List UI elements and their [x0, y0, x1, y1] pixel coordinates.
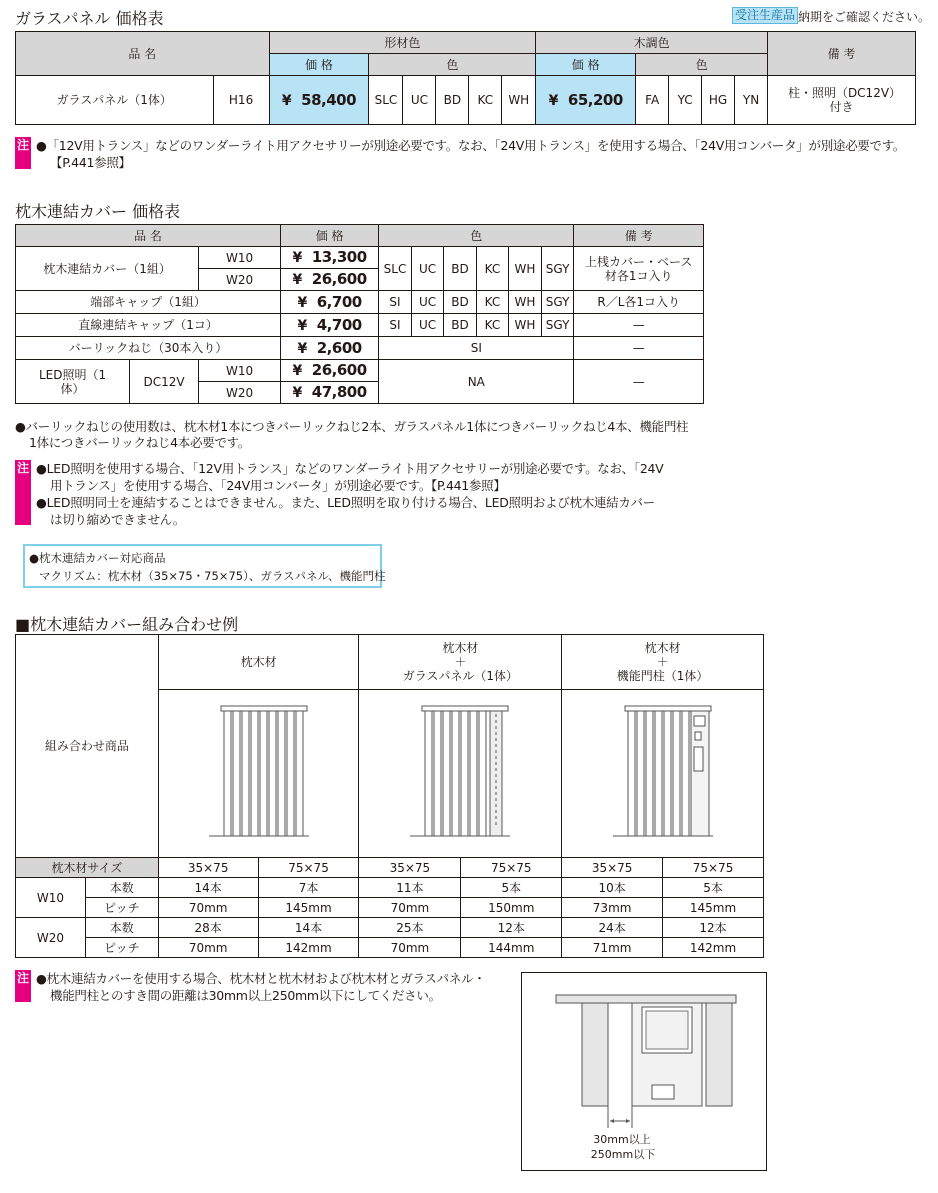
color-cell: BD: [444, 247, 476, 291]
row5-name: LED照明（1体）: [16, 360, 130, 404]
row3-price: ¥ 4,700: [281, 314, 379, 337]
glass-price-table: [15, 31, 916, 125]
row3-biko: —: [574, 314, 704, 337]
color-cell: SI: [379, 314, 412, 337]
row3-name: 直線連結キャップ（1コ）: [16, 314, 281, 337]
pitch-cell: 150mm: [461, 898, 562, 918]
row5-volt: DC12V: [130, 360, 199, 404]
glass-biko: 柱・照明（DC12V）付き: [768, 76, 916, 125]
color-cell: HG: [702, 76, 735, 125]
col-mokucho: 木調色: [536, 32, 768, 54]
count-cell: 14本: [258, 918, 359, 938]
combo-col2: 枕木材 ＋ ガラスパネル（1体）: [359, 635, 562, 690]
pitch-cell: 73mm: [562, 898, 663, 918]
note-mark: 注: [15, 137, 31, 169]
combo-illust-2: [359, 690, 562, 858]
sleeper-gatepost-illustration: [613, 702, 713, 842]
pitch-cell: 70mm: [359, 938, 461, 958]
col-iro-1: 色: [369, 54, 536, 76]
row2-price: ¥ 6,700: [281, 291, 379, 314]
pitch-label: ピッチ: [85, 898, 158, 918]
pitch-cell: 71mm: [562, 938, 663, 958]
box-heading: ●枕木連結カバー対応商品: [29, 551, 166, 565]
color-cell: SLC: [369, 76, 403, 125]
glass-note: ●「12V用トランス」などのワンダーライト用アクセサリーが別途必要です。なお、「24V用トランス」を使用する場合、「24V用コンバータ」が別途必要です。: [36, 138, 906, 153]
count-cell: 7本: [258, 878, 359, 898]
row1-name: 枕木連結カバー（1組）: [16, 247, 199, 291]
pitch-cell: 142mm: [663, 938, 764, 958]
combo-col3: 枕木材 ＋ 機能門柱（1体）: [562, 635, 764, 690]
count-cell: 10本: [562, 878, 663, 898]
glass-title: ガラスパネル 価格表: [15, 9, 164, 28]
row1a-price: ¥ 13,300: [281, 247, 379, 269]
size-cell: 75×75: [258, 858, 359, 878]
col-kakaku-1: 価 格: [269, 54, 369, 76]
made-to-order-badge: 受注生産品: [732, 7, 798, 24]
row4-price: ¥ 2,600: [281, 337, 379, 360]
color-cell: KC: [476, 314, 508, 337]
col-iro: 色: [379, 225, 574, 247]
gap-max-label: 250mm以下: [590, 1148, 656, 1161]
row4-name: バーリックねじ（30本入り）: [16, 337, 281, 360]
makura-note1-cont: 用トランス」を使用する場合、「24V用コンバータ」が別途必要です。【P.441参照】: [50, 478, 506, 493]
glass-price-1: ¥ 58,400: [269, 76, 369, 125]
col-kakaku: 価 格: [281, 225, 379, 247]
makura-note2-cont: は切り縮めできません。: [50, 512, 185, 527]
count-cell: 12本: [461, 918, 562, 938]
col-iro-2: 色: [636, 54, 768, 76]
row1a-size: W10: [199, 247, 281, 269]
combo-illust-3: [562, 690, 764, 858]
color-cell: UC: [403, 76, 436, 125]
box-text: マクリズム：枕木材（35×75・75×75）、ガラスパネル、機能門柱: [39, 569, 386, 583]
count-cell: 5本: [663, 878, 764, 898]
combo-title: ■枕木連結カバー組み合わせ例: [15, 615, 239, 634]
row1b-price: ¥ 26,600: [281, 269, 379, 291]
combo-table: [15, 634, 764, 958]
gap-min-label: 30mm以上: [593, 1133, 651, 1146]
count-cell: 28本: [158, 918, 258, 938]
color-cell: SLC: [379, 247, 412, 291]
row5-color: NA: [379, 360, 574, 404]
combo-col1: 枕木材: [158, 635, 359, 690]
size-cell: 35×75: [158, 858, 258, 878]
size-cell: 35×75: [562, 858, 663, 878]
makura-bullet-cont: 1体につきバーリックねじ4本必要です。: [29, 435, 250, 450]
color-cell: YN: [735, 76, 768, 125]
count-cell: 24本: [562, 918, 663, 938]
color-cell: UC: [411, 291, 443, 314]
glass-row-size: H16: [213, 76, 269, 125]
color-cell: WH: [509, 247, 542, 291]
note-mark: 注: [15, 460, 31, 525]
size-cell: 75×75: [663, 858, 764, 878]
makura-note2: ●LED照明同士を連結することはできません。また、LED照明を取り付ける場合、LED照明および枕木連結カバー: [36, 495, 655, 510]
count-label: 本数: [85, 918, 158, 938]
col-biko: 備 考: [574, 225, 704, 247]
row1b-size: W20: [199, 269, 281, 291]
color-cell: KC: [476, 291, 508, 314]
count-cell: 25本: [359, 918, 461, 938]
count-cell: 14本: [158, 878, 258, 898]
row1-biko: 上桟カバー・ベース材各1コ入り: [574, 247, 704, 291]
w10-label: W10: [16, 878, 86, 918]
color-cell: SGY: [541, 291, 574, 314]
size-cell: 35×75: [359, 858, 461, 878]
pitch-cell: 70mm: [158, 898, 258, 918]
makura-note1: ●LED照明を使用する場合、「12V用トランス」などのワンダーライト用アクセサリーが別途必要です。なお、「24V: [36, 461, 664, 476]
row2-biko: R／L各1コ入り: [574, 291, 704, 314]
count-cell: 12本: [663, 918, 764, 938]
color-cell: WH: [509, 291, 542, 314]
row2-name: 端部キャップ（1組）: [16, 291, 281, 314]
col-biko: 備 考: [768, 32, 916, 76]
glass-note-ref: 【P.441参照】: [50, 155, 131, 170]
badge-note: 納期をご確認ください。: [798, 10, 931, 24]
col-kakaku-2: 価 格: [536, 54, 636, 76]
color-cell: FA: [636, 76, 669, 125]
compatible-products-box: [23, 544, 386, 588]
pitch-cell: 70mm: [158, 938, 258, 958]
color-cell: BD: [444, 314, 476, 337]
color-cell: KC: [476, 247, 508, 291]
count-cell: 11本: [359, 878, 461, 898]
combo-product-label: 組み合わせ商品: [16, 635, 159, 858]
pitch-cell: 70mm: [359, 898, 461, 918]
pitch-cell: 145mm: [663, 898, 764, 918]
makura-price-table: [15, 224, 704, 404]
color-cell: SI: [379, 291, 412, 314]
col-hinmei: 品 名: [16, 32, 270, 76]
note-mark: 注: [15, 970, 31, 1002]
color-cell: BD: [436, 76, 469, 125]
pitch-cell: 144mm: [461, 938, 562, 958]
gap-diagram: [521, 972, 767, 1171]
pitch-cell: 142mm: [258, 938, 359, 958]
color-cell: KC: [469, 76, 502, 125]
count-label: 本数: [85, 878, 158, 898]
row5b-size: W20: [199, 382, 281, 404]
makura-title: 枕木連結カバー 価格表: [15, 202, 181, 221]
row4-color: SI: [379, 337, 574, 360]
row4-biko: —: [574, 337, 704, 360]
makura-bullet: ●バーリックねじの使用数は、枕木材1本につきバーリックねじ2本、ガラスパネル1体につきバーリックねじ4本、機能門柱: [15, 419, 689, 434]
size-label: 枕木材サイズ: [16, 858, 159, 878]
color-cell: UC: [411, 314, 443, 337]
glass-price-2: ¥ 65,200: [536, 76, 636, 125]
row5-biko: —: [574, 360, 704, 404]
color-cell: SGY: [541, 314, 574, 337]
glass-row-name: ガラスパネル（1体）: [16, 76, 214, 125]
sleeper-glass-illustration: [410, 702, 510, 842]
pitch-cell: 145mm: [258, 898, 359, 918]
color-cell: WH: [509, 314, 542, 337]
color-cell: SGY: [541, 247, 574, 291]
size-cell: 75×75: [461, 858, 562, 878]
row5b-price: ¥ 47,800: [281, 382, 379, 404]
color-cell: UC: [411, 247, 443, 291]
color-cell: WH: [502, 76, 536, 125]
w20-label: W20: [16, 918, 86, 958]
combo-illust-1: [158, 690, 359, 858]
col-katazai: 形材色: [269, 32, 536, 54]
col-hinmei: 品 名: [16, 225, 281, 247]
color-cell: YC: [669, 76, 702, 125]
count-cell: 5本: [461, 878, 562, 898]
row5a-price: ¥ 26,600: [281, 360, 379, 382]
combo-note-cont: 機能門柱とのすき間の距離は30mm以上250mm以下にしてください。: [50, 988, 441, 1003]
row5a-size: W10: [199, 360, 281, 382]
color-cell: BD: [444, 291, 476, 314]
sleeper-illustration: [209, 702, 309, 842]
pitch-label: ピッチ: [85, 938, 158, 958]
combo-note: ●枕木連結カバーを使用する場合、枕木材と枕木材および枕木材とガラスパネル・: [36, 971, 486, 986]
